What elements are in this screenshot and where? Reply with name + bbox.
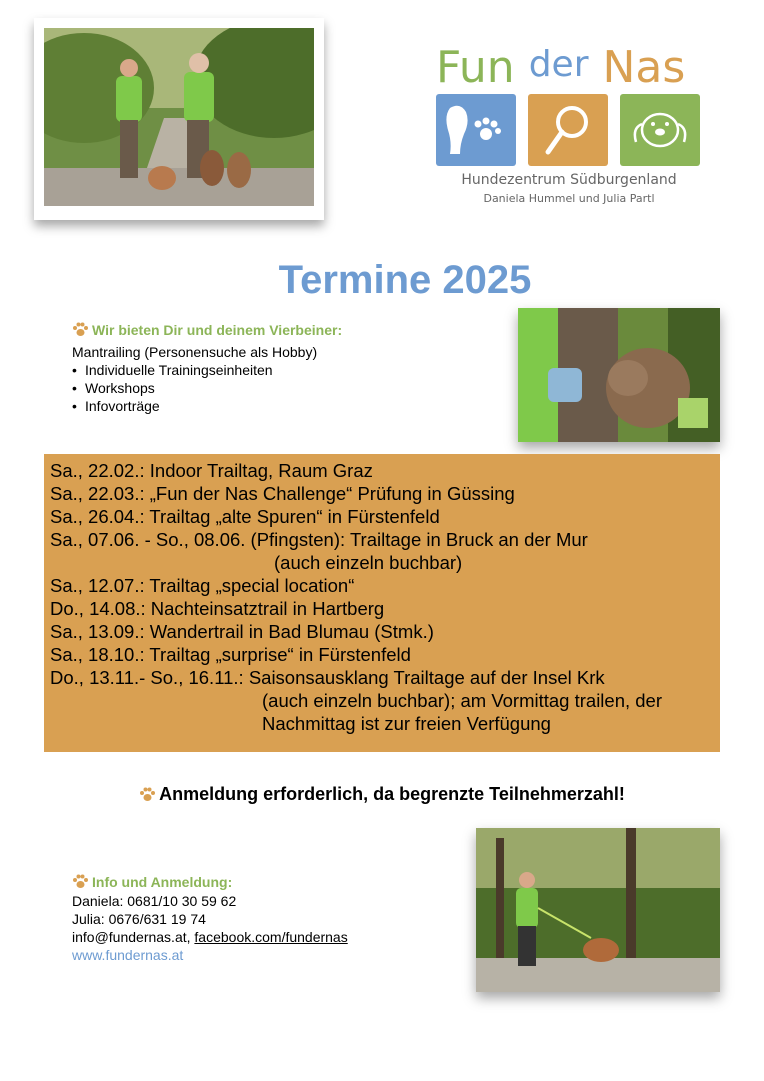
list-item: • Infovorträge xyxy=(72,398,160,414)
photo-woman-walking-dog xyxy=(476,828,720,992)
event-line: Sa., 22.03.: „Fun der Nas Challenge“ Prüfung in Güssing xyxy=(50,483,515,504)
offer-heading xyxy=(72,322,342,338)
paw-icon xyxy=(139,787,156,802)
facebook-link[interactable]: facebook.com/fundernas xyxy=(194,929,348,945)
event-line-continuation: (auch einzeln buchbar) xyxy=(274,552,463,573)
event-line: Sa., 26.04.: Trailtag „alte Spuren“ in Fürstenfeld xyxy=(50,506,440,527)
magnifier-icon xyxy=(528,94,608,166)
fun-der-nas-logo xyxy=(436,42,702,207)
contact-email-line xyxy=(72,929,348,945)
logo-wordmark xyxy=(436,42,702,92)
paw-icon xyxy=(72,322,89,337)
event-line: Sa., 18.10.: Trailtag „surprise“ in Fürstenfeld xyxy=(50,644,411,665)
events-box xyxy=(44,454,720,752)
photo-dog-with-jar xyxy=(518,308,720,442)
page-title: Termine 2025 xyxy=(278,258,532,302)
shoe-print-paw-icon xyxy=(436,94,516,166)
event-line: Sa., 12.07.: Trailtag „special location“ xyxy=(50,575,355,596)
offer-intro: Mantrailing (Personensuche als Hobby) xyxy=(72,344,318,360)
list-item: • Individuelle Trainingseinheiten xyxy=(72,362,273,378)
contact-heading-text: Info und Anmeldung: xyxy=(92,874,233,890)
logo-word-fun: Fun xyxy=(436,42,515,93)
paw-icon xyxy=(72,874,89,889)
event-line-continuation: (auch einzeln buchbar); am Vormittag trailen, der xyxy=(262,690,663,711)
logo-word-der: der xyxy=(528,44,589,85)
contact-separator: , xyxy=(186,929,195,945)
event-line: Sa., 13.09.: Wandertrail in Bad Blumau (Stmk.) xyxy=(50,621,434,642)
logo-subtitle: Hundezentrum Südburgenland xyxy=(461,172,677,188)
logo-names: Daniela Hummel und Julia Partl xyxy=(483,192,655,205)
email-link[interactable]: info@fundernas.at xyxy=(72,929,187,945)
contact-julia: Julia: 0676/631 19 74 xyxy=(72,911,206,927)
contact-heading xyxy=(72,874,232,890)
event-line: Do., 13.11.- So., 16.11.: Saisonsausklang Trailtage auf der Insel Krk xyxy=(50,667,605,688)
registration-notice xyxy=(0,784,764,805)
website-link[interactable]: www.fundernas.at xyxy=(72,947,184,963)
event-line: Sa., 22.02.: Indoor Trailtag, Raum Graz xyxy=(50,460,373,481)
registration-notice-text: Anmeldung erforderlich, da begrenzte Teilnehmerzahl! xyxy=(159,784,625,804)
photo-team-with-dogs-frame xyxy=(34,18,324,220)
list-item: • Workshops xyxy=(72,380,155,396)
offer-heading-text: Wir bieten Dir und deinem Vierbeiner: xyxy=(92,322,343,338)
dog-face-icon xyxy=(620,94,700,166)
contact-daniela: Daniela: 0681/10 30 59 62 xyxy=(72,893,237,909)
event-line: Sa., 07.06. - So., 08.06. (Pfingsten): Trailtage in Bruck an der Mur xyxy=(50,529,588,550)
event-line-continuation: Nachmittag ist zur freien Verfügung xyxy=(262,713,551,734)
photo-team-with-dogs xyxy=(44,28,314,206)
logo-word-nas: Nas xyxy=(602,42,686,93)
event-line: Do., 14.08.: Nachteinsatztrail in Hartberg xyxy=(50,598,385,619)
